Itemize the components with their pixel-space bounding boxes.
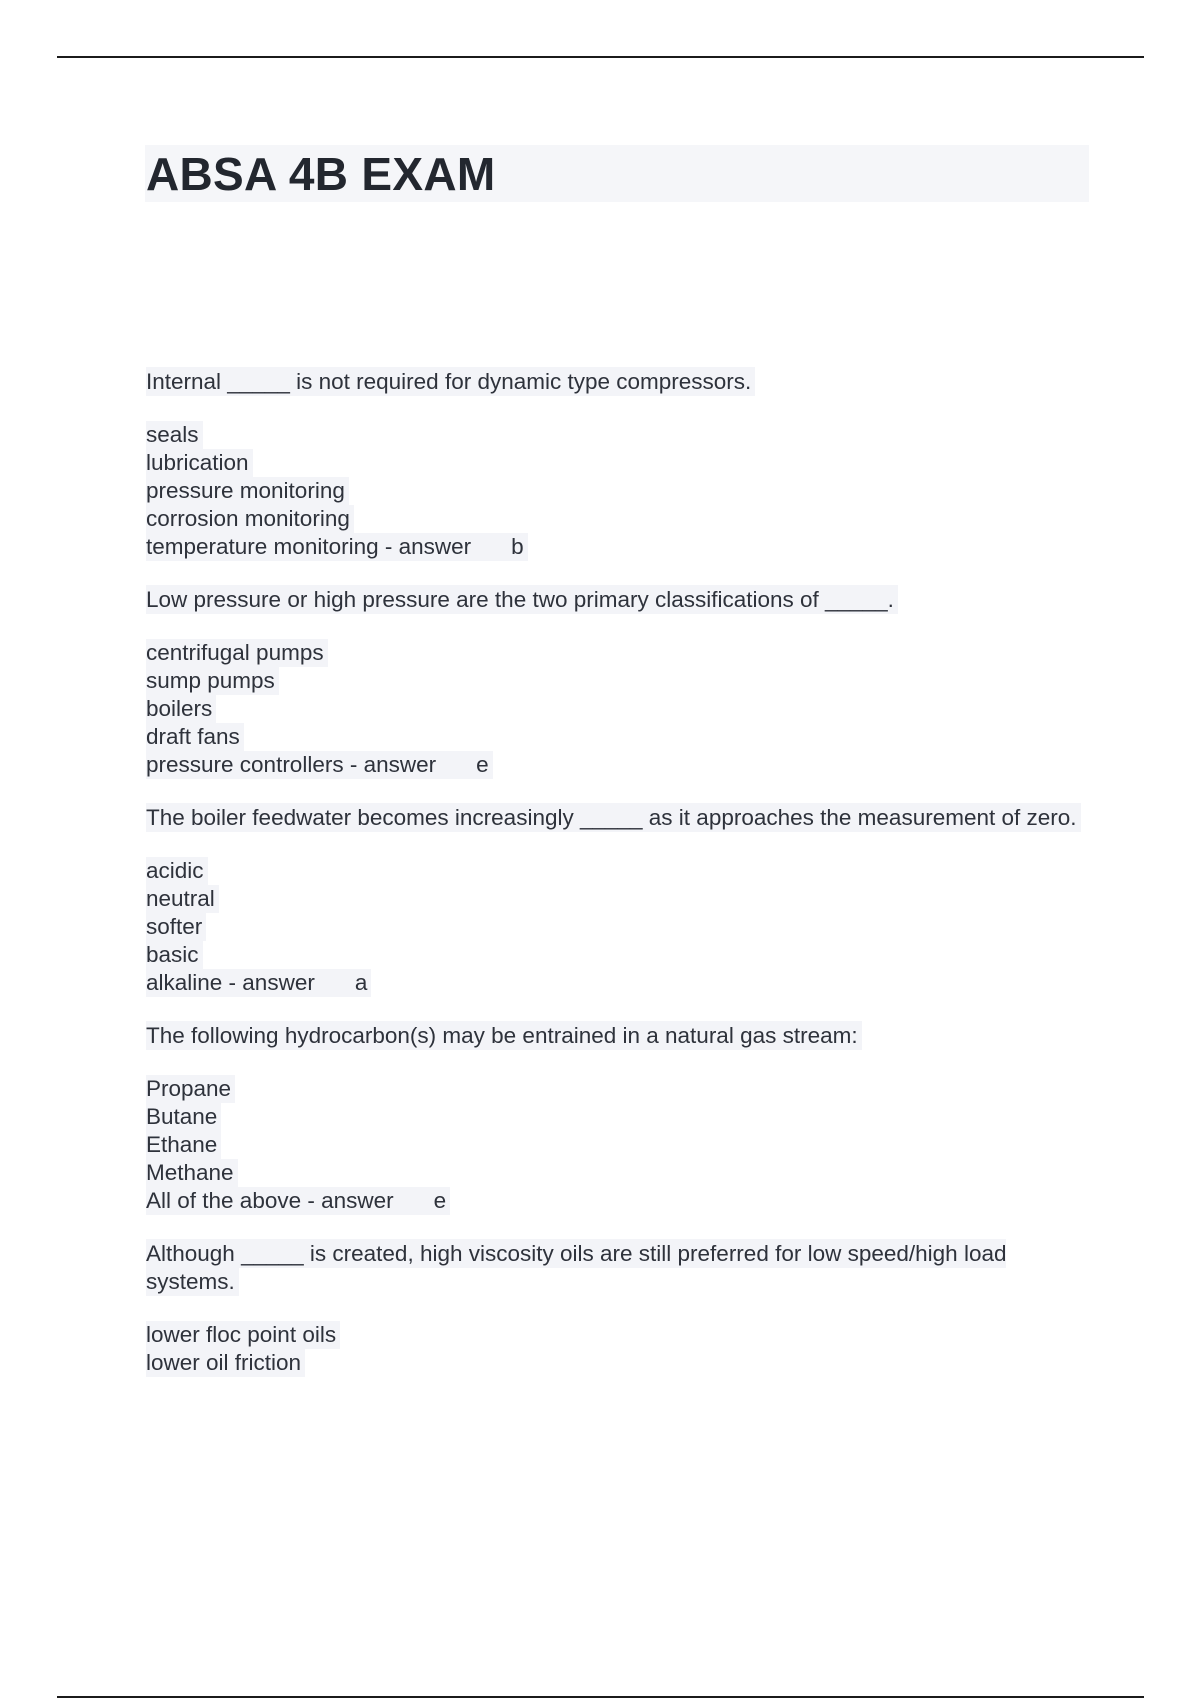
option-label: Propane [146,1075,235,1103]
question-text-span: Internal _____ is not required for dynamic type compressors. [146,367,755,396]
option-label: pressure monitoring [146,477,349,505]
bottom-rule [57,1696,1144,1698]
option-item [146,941,1086,969]
option-label: sump pumps [146,667,279,695]
top-rule [57,56,1144,58]
option-list [146,1075,1086,1215]
answer-letter: e [433,1188,447,1213]
question-text [146,586,1086,614]
option-list [146,857,1086,997]
question-block [146,1022,1086,1215]
option-list [146,1321,1086,1377]
option-label: All of the above - answer [146,1188,394,1213]
option-item [146,857,1086,885]
option-label: draft fans [146,723,244,751]
option-label: Butane [146,1103,221,1131]
answer-letter: e [476,752,489,777]
option-label: lubrication [146,449,253,477]
option-item [146,1131,1086,1159]
option-item [146,505,1086,533]
option-item [146,639,1086,667]
option-item [146,667,1086,695]
option-item [146,1159,1086,1187]
option-label: temperature monitoring - answer [146,534,472,559]
option-label: boilers [146,695,216,723]
question-text-span: Low pressure or high pressure are the two primary classifications of _____. [146,585,898,614]
option-label: seals [146,421,203,449]
question-text [146,1022,1086,1050]
option-label: neutral [146,885,219,913]
option-label: basic [146,941,203,969]
page-title: ABSA 4B EXAM [146,148,496,200]
option-item [146,723,1086,751]
question-block [146,368,1086,561]
question-block [146,804,1086,997]
question-text [146,804,1086,832]
option-item [146,695,1086,723]
option-label: acidic [146,857,208,885]
question-list [146,368,1086,1402]
option-item [146,1321,1086,1349]
option-label: Ethane [146,1131,221,1159]
option-label: lower floc point oils [146,1321,340,1349]
option-item [146,885,1086,913]
answer-letter: b [511,534,524,559]
option-list [146,639,1086,779]
option-label: Methane [146,1159,238,1187]
answer-line-highlight [146,751,493,779]
question-text-span: The boiler feedwater becomes increasingly _____ as it approaches the measurement of zero. [146,803,1081,832]
answer-line-highlight [146,533,528,561]
question-block [146,586,1086,779]
option-item [146,1349,1086,1377]
option-item [146,913,1086,941]
option-list [146,421,1086,561]
option-item [146,1103,1086,1131]
option-label: softer [146,913,206,941]
option-item [146,477,1086,505]
answer-line [146,969,1086,997]
option-item [146,449,1086,477]
option-label: alkaline - answer [146,970,315,995]
answer-line-highlight [146,1187,450,1215]
question-text [146,368,1086,396]
answer-line [146,751,1086,779]
question-block [146,1240,1086,1377]
option-label: centrifugal pumps [146,639,328,667]
option-label: pressure controllers - answer [146,752,437,777]
answer-letter: a [354,970,368,995]
option-label: corrosion monitoring [146,505,354,533]
option-item [146,421,1086,449]
question-text-span: Although _____ is created, high viscosity oils are still preferred for low speed/high load systems. [146,1241,1007,1294]
answer-line [146,1187,1086,1215]
question-text-span: The following hydrocarbon(s) may be entrained in a natural gas stream: [146,1021,862,1050]
question-text [146,1240,1086,1296]
option-label: lower oil friction [146,1349,305,1377]
answer-line [146,533,1086,561]
answer-line-highlight [146,969,371,997]
option-item [146,1075,1086,1103]
